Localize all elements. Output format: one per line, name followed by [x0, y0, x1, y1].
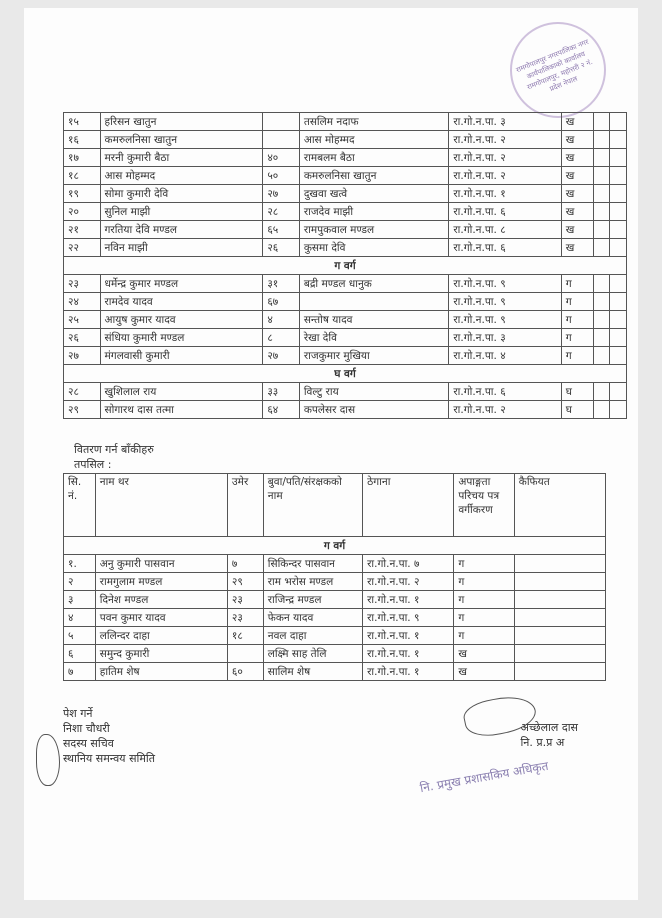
table-row [64, 149, 627, 167]
cell-guardian: सन्तोष यादव [299, 311, 449, 329]
cell-category: ख [561, 149, 593, 167]
cell-age: २७ [263, 347, 300, 365]
cell-category: ग [561, 311, 593, 329]
cell-sn: ७ [64, 663, 96, 681]
cell-name: सोमा कुमारी देवि [100, 185, 263, 203]
cell-age: ३१ [263, 275, 300, 293]
cell-category: घ [561, 401, 593, 419]
table-row [64, 663, 606, 681]
cell-age: ६० [227, 663, 263, 681]
cell-guardian: राजकुमार मुखिया [299, 347, 449, 365]
cell-address: रा.गो.न.पा. १ [449, 185, 561, 203]
table-row [64, 573, 606, 591]
cell-guardian: रामबलम बैठा [299, 149, 449, 167]
cell-address: रा.गो.न.पा. १ [363, 627, 454, 645]
municipality-stamp: रामगोपालपुर नगरपालिका नगर कार्यपालिकाको कार्यालय रामगोपालपुर, महोत्तरी २ नं. प्रदेश नेपाल [496, 8, 621, 132]
cell-blank [593, 401, 609, 419]
cell-blank [593, 113, 609, 131]
cell-category: ग [561, 329, 593, 347]
cell-blank [610, 203, 627, 221]
cell-name: सोगारथ दास तत्मा [100, 401, 263, 419]
table-row [64, 627, 606, 645]
cell-category: ग [454, 591, 514, 609]
cell-sn: २५ [64, 311, 101, 329]
cell-address: रा.गो.न.पा. ९ [449, 293, 561, 311]
cell-age: ३३ [263, 383, 300, 401]
cell-age [263, 131, 300, 149]
cell-address: रा.गो.न.पा. २ [363, 573, 454, 591]
header-name: नाम थर [95, 474, 227, 537]
cell-sn: १५ [64, 113, 101, 131]
cell-address: रा.गो.न.पा. १ [363, 591, 454, 609]
header-address: ठेगाना [363, 474, 454, 537]
cell-blank [593, 221, 609, 239]
cell-sn: १९ [64, 185, 101, 203]
cell-guardian: दुखवा खत्वे [299, 185, 449, 203]
cell-name: अनु कुमारी पासवान [95, 555, 227, 573]
cell-blank [593, 131, 609, 149]
cell-blank [514, 555, 605, 573]
table-row [64, 329, 627, 347]
cell-blank [593, 239, 609, 257]
cell-name: मरनी कुमारी बैठा [100, 149, 263, 167]
remaining-distribution-table [63, 473, 606, 681]
cell-guardian: कुसमा देवि [299, 239, 449, 257]
cell-category: ख [561, 167, 593, 185]
table-row [64, 185, 627, 203]
cell-name: आयुष कुमार यादव [100, 311, 263, 329]
cell-sn: २७ [64, 347, 101, 365]
cell-address: रा.गो.न.पा. ९ [363, 609, 454, 627]
cell-blank [610, 311, 627, 329]
cell-name: गरतिया देवि मण्डल [100, 221, 263, 239]
cell-guardian: रामपुकवाल मण्डल [299, 221, 449, 239]
cell-address: रा.गो.न.पा. ४ [449, 347, 561, 365]
cell-blank [610, 149, 627, 167]
table-row [64, 555, 606, 573]
cell-blank [610, 239, 627, 257]
cell-guardian: कपलेसर दास [299, 401, 449, 419]
cell-address: रा.गो.न.पा. ९ [449, 275, 561, 293]
cell-blank [514, 663, 605, 681]
signature-block-right: अच्छेलाल दास नि. प्र.प्र अ [520, 721, 578, 749]
cell-address: रा.गो.न.पा. २ [449, 167, 561, 185]
table-row [64, 347, 627, 365]
section-heading: वितरण गर्न बाँकीहरु तपसिल : [74, 443, 154, 471]
cell-name: रामदेव यादव [100, 293, 263, 311]
cell-blank [514, 609, 605, 627]
cell-name: दिनेश मण्डल [95, 591, 227, 609]
cell-age: ६७ [263, 293, 300, 311]
cell-sn: २६ [64, 329, 101, 347]
table-row [64, 239, 627, 257]
cell-sn: २९ [64, 401, 101, 419]
group-row: घ वर्ग [64, 365, 627, 383]
signature-block-left: पेश गर्ने निशा चौधरी सदस्य सचिव स्थानिय समन्वय समिति [63, 707, 156, 765]
cell-address: रा.गो.न.पा. २ [449, 401, 561, 419]
cell-address: रा.गो.न.पा. ३ [449, 113, 561, 131]
cell-blank [593, 275, 609, 293]
cell-guardian: सालिम शेष [263, 663, 362, 681]
cell-address: रा.गो.न.पा. ६ [449, 383, 561, 401]
designation-stamp: नि. प्रमुख प्रशासकिय अधिकृत [418, 758, 550, 796]
header-remarks: कैफियत [514, 474, 605, 537]
cell-guardian: आस मोहम्मद [299, 131, 449, 149]
cell-category: ख [561, 221, 593, 239]
cell-category: ग [561, 293, 593, 311]
cell-category: ग [454, 555, 514, 573]
cell-category: ख [561, 203, 593, 221]
cell-age [263, 113, 300, 131]
cell-sn: १७ [64, 149, 101, 167]
cell-name: रामगुलाम मण्डल [95, 573, 227, 591]
cell-name: खुशिलाल राय [100, 383, 263, 401]
cell-age: २९ [227, 573, 263, 591]
cell-name: नविन माझी [100, 239, 263, 257]
cell-blank [593, 293, 609, 311]
cell-category: ख [561, 113, 593, 131]
cell-address: रा.गो.न.पा. ८ [449, 221, 561, 239]
cell-sn: २४ [64, 293, 101, 311]
cell-sn: १. [64, 555, 96, 573]
cell-blank [610, 131, 627, 149]
table-row [64, 113, 627, 131]
cell-age: २७ [263, 185, 300, 203]
cell-sn: २३ [64, 275, 101, 293]
cell-age: ४० [263, 149, 300, 167]
document-page [24, 8, 638, 900]
cell-sn: १६ [64, 131, 101, 149]
table-row [64, 383, 627, 401]
cell-guardian: नवल दाहा [263, 627, 362, 645]
cell-sn: ४ [64, 609, 96, 627]
table-row [64, 609, 606, 627]
cell-address: रा.गो.न.पा. १ [363, 663, 454, 681]
cell-blank [514, 645, 605, 663]
table-row [64, 203, 627, 221]
header-sn: सि. नं. [64, 474, 96, 537]
cell-guardian [299, 293, 449, 311]
cell-blank [610, 185, 627, 203]
cell-sn: ५ [64, 627, 96, 645]
group-row: ग वर्ग [64, 537, 606, 555]
cell-sn: २२ [64, 239, 101, 257]
cell-guardian: तसलिम नदाफ [299, 113, 449, 131]
cell-name: संधिया कुमारी मण्डल [100, 329, 263, 347]
table-row [64, 275, 627, 293]
cell-category: ग [561, 275, 593, 293]
cell-blank [593, 311, 609, 329]
signature-mark-left [36, 734, 60, 786]
cell-blank [593, 203, 609, 221]
table-row [64, 293, 627, 311]
cell-guardian: बद्री मण्डल धानुक [299, 275, 449, 293]
cell-guardian: राम भरोस मण्डल [263, 573, 362, 591]
cell-address: रा.गो.न.पा. २ [449, 149, 561, 167]
table-row [64, 401, 627, 419]
table-row [64, 311, 627, 329]
cell-blank [593, 149, 609, 167]
cell-blank [610, 293, 627, 311]
cell-name: धर्मेन्द्र कुमार मण्डल [100, 275, 263, 293]
cell-guardian: राजदेव माझी [299, 203, 449, 221]
cell-age: ६४ [263, 401, 300, 419]
cell-blank [593, 185, 609, 203]
cell-name: पवन कुमार यादव [95, 609, 227, 627]
cell-age: ५० [263, 167, 300, 185]
cell-address: रा.गो.न.पा. १ [363, 645, 454, 663]
table-row [64, 167, 627, 185]
cell-guardian: विल्टु राय [299, 383, 449, 401]
cell-category: ख [454, 645, 514, 663]
group-row: ग वर्ग [64, 257, 627, 275]
table-row [64, 645, 606, 663]
cell-age: ४ [263, 311, 300, 329]
cell-blank [610, 347, 627, 365]
cell-category: ग [561, 347, 593, 365]
cell-guardian: लक्ष्मि साह तेलि [263, 645, 362, 663]
cell-name: हातिम शेष [95, 663, 227, 681]
cell-age: २६ [263, 239, 300, 257]
cell-name: कमरुलनिसा खातुन [100, 131, 263, 149]
cell-guardian: राजिन्द्र मण्डल [263, 591, 362, 609]
cell-age: ६५ [263, 221, 300, 239]
cell-category: ग [454, 627, 514, 645]
cell-category: घ [561, 383, 593, 401]
cell-address: रा.गो.न.पा. २ [449, 131, 561, 149]
header-age: उमेर [227, 474, 263, 537]
cell-blank [610, 113, 627, 131]
cell-sn: २८ [64, 383, 101, 401]
cell-name: हरिसन खातुन [100, 113, 263, 131]
table-row [64, 131, 627, 149]
beneficiary-table-continued [63, 112, 627, 419]
table-row [64, 221, 627, 239]
cell-name: ललिन्दर दाहा [95, 627, 227, 645]
cell-category: ख [561, 185, 593, 203]
cell-age: १८ [227, 627, 263, 645]
cell-blank [514, 627, 605, 645]
cell-blank [610, 167, 627, 185]
cell-sn: २० [64, 203, 101, 221]
cell-age: २३ [227, 609, 263, 627]
cell-blank [593, 329, 609, 347]
cell-guardian: सिकिन्दर पासवान [263, 555, 362, 573]
cell-sn: ३ [64, 591, 96, 609]
cell-age: ७ [227, 555, 263, 573]
cell-age: ८ [263, 329, 300, 347]
cell-blank [610, 401, 627, 419]
cell-guardian: कमरुलनिसा खातुन [299, 167, 449, 185]
cell-blank [610, 329, 627, 347]
cell-category: ख [454, 663, 514, 681]
cell-name: सुनिल माझी [100, 203, 263, 221]
cell-address: रा.गो.न.पा. ६ [449, 203, 561, 221]
cell-blank [610, 383, 627, 401]
cell-category: ग [454, 573, 514, 591]
cell-blank [593, 347, 609, 365]
cell-category: ख [561, 131, 593, 149]
header-guardian: बुवा/पति/संरक्षकको नाम [263, 474, 362, 537]
cell-blank [593, 383, 609, 401]
cell-sn: २ [64, 573, 96, 591]
cell-guardian: रेखा देवि [299, 329, 449, 347]
table-header-row [64, 474, 606, 537]
cell-blank [593, 167, 609, 185]
cell-blank [610, 275, 627, 293]
cell-category: ग [454, 609, 514, 627]
cell-name: आस मोहम्मद [100, 167, 263, 185]
cell-sn: २१ [64, 221, 101, 239]
cell-address: रा.गो.न.पा. ३ [449, 329, 561, 347]
cell-name: मंगलवासी कुमारी [100, 347, 263, 365]
cell-age [227, 645, 263, 663]
cell-address: रा.गो.न.पा. ९ [449, 311, 561, 329]
cell-age: २३ [227, 591, 263, 609]
cell-blank [610, 221, 627, 239]
cell-blank [514, 591, 605, 609]
header-card: अपाङ्गता परिचय पत्र वर्गीकरण [454, 474, 514, 537]
cell-address: रा.गो.न.पा. ६ [449, 239, 561, 257]
cell-sn: ६ [64, 645, 96, 663]
cell-name: समुन्द कुमारी [95, 645, 227, 663]
cell-sn: १८ [64, 167, 101, 185]
cell-category: ख [561, 239, 593, 257]
cell-blank [514, 573, 605, 591]
cell-address: रा.गो.न.पा. ७ [363, 555, 454, 573]
cell-age: २८ [263, 203, 300, 221]
table-row [64, 591, 606, 609]
cell-guardian: फेकन यादव [263, 609, 362, 627]
